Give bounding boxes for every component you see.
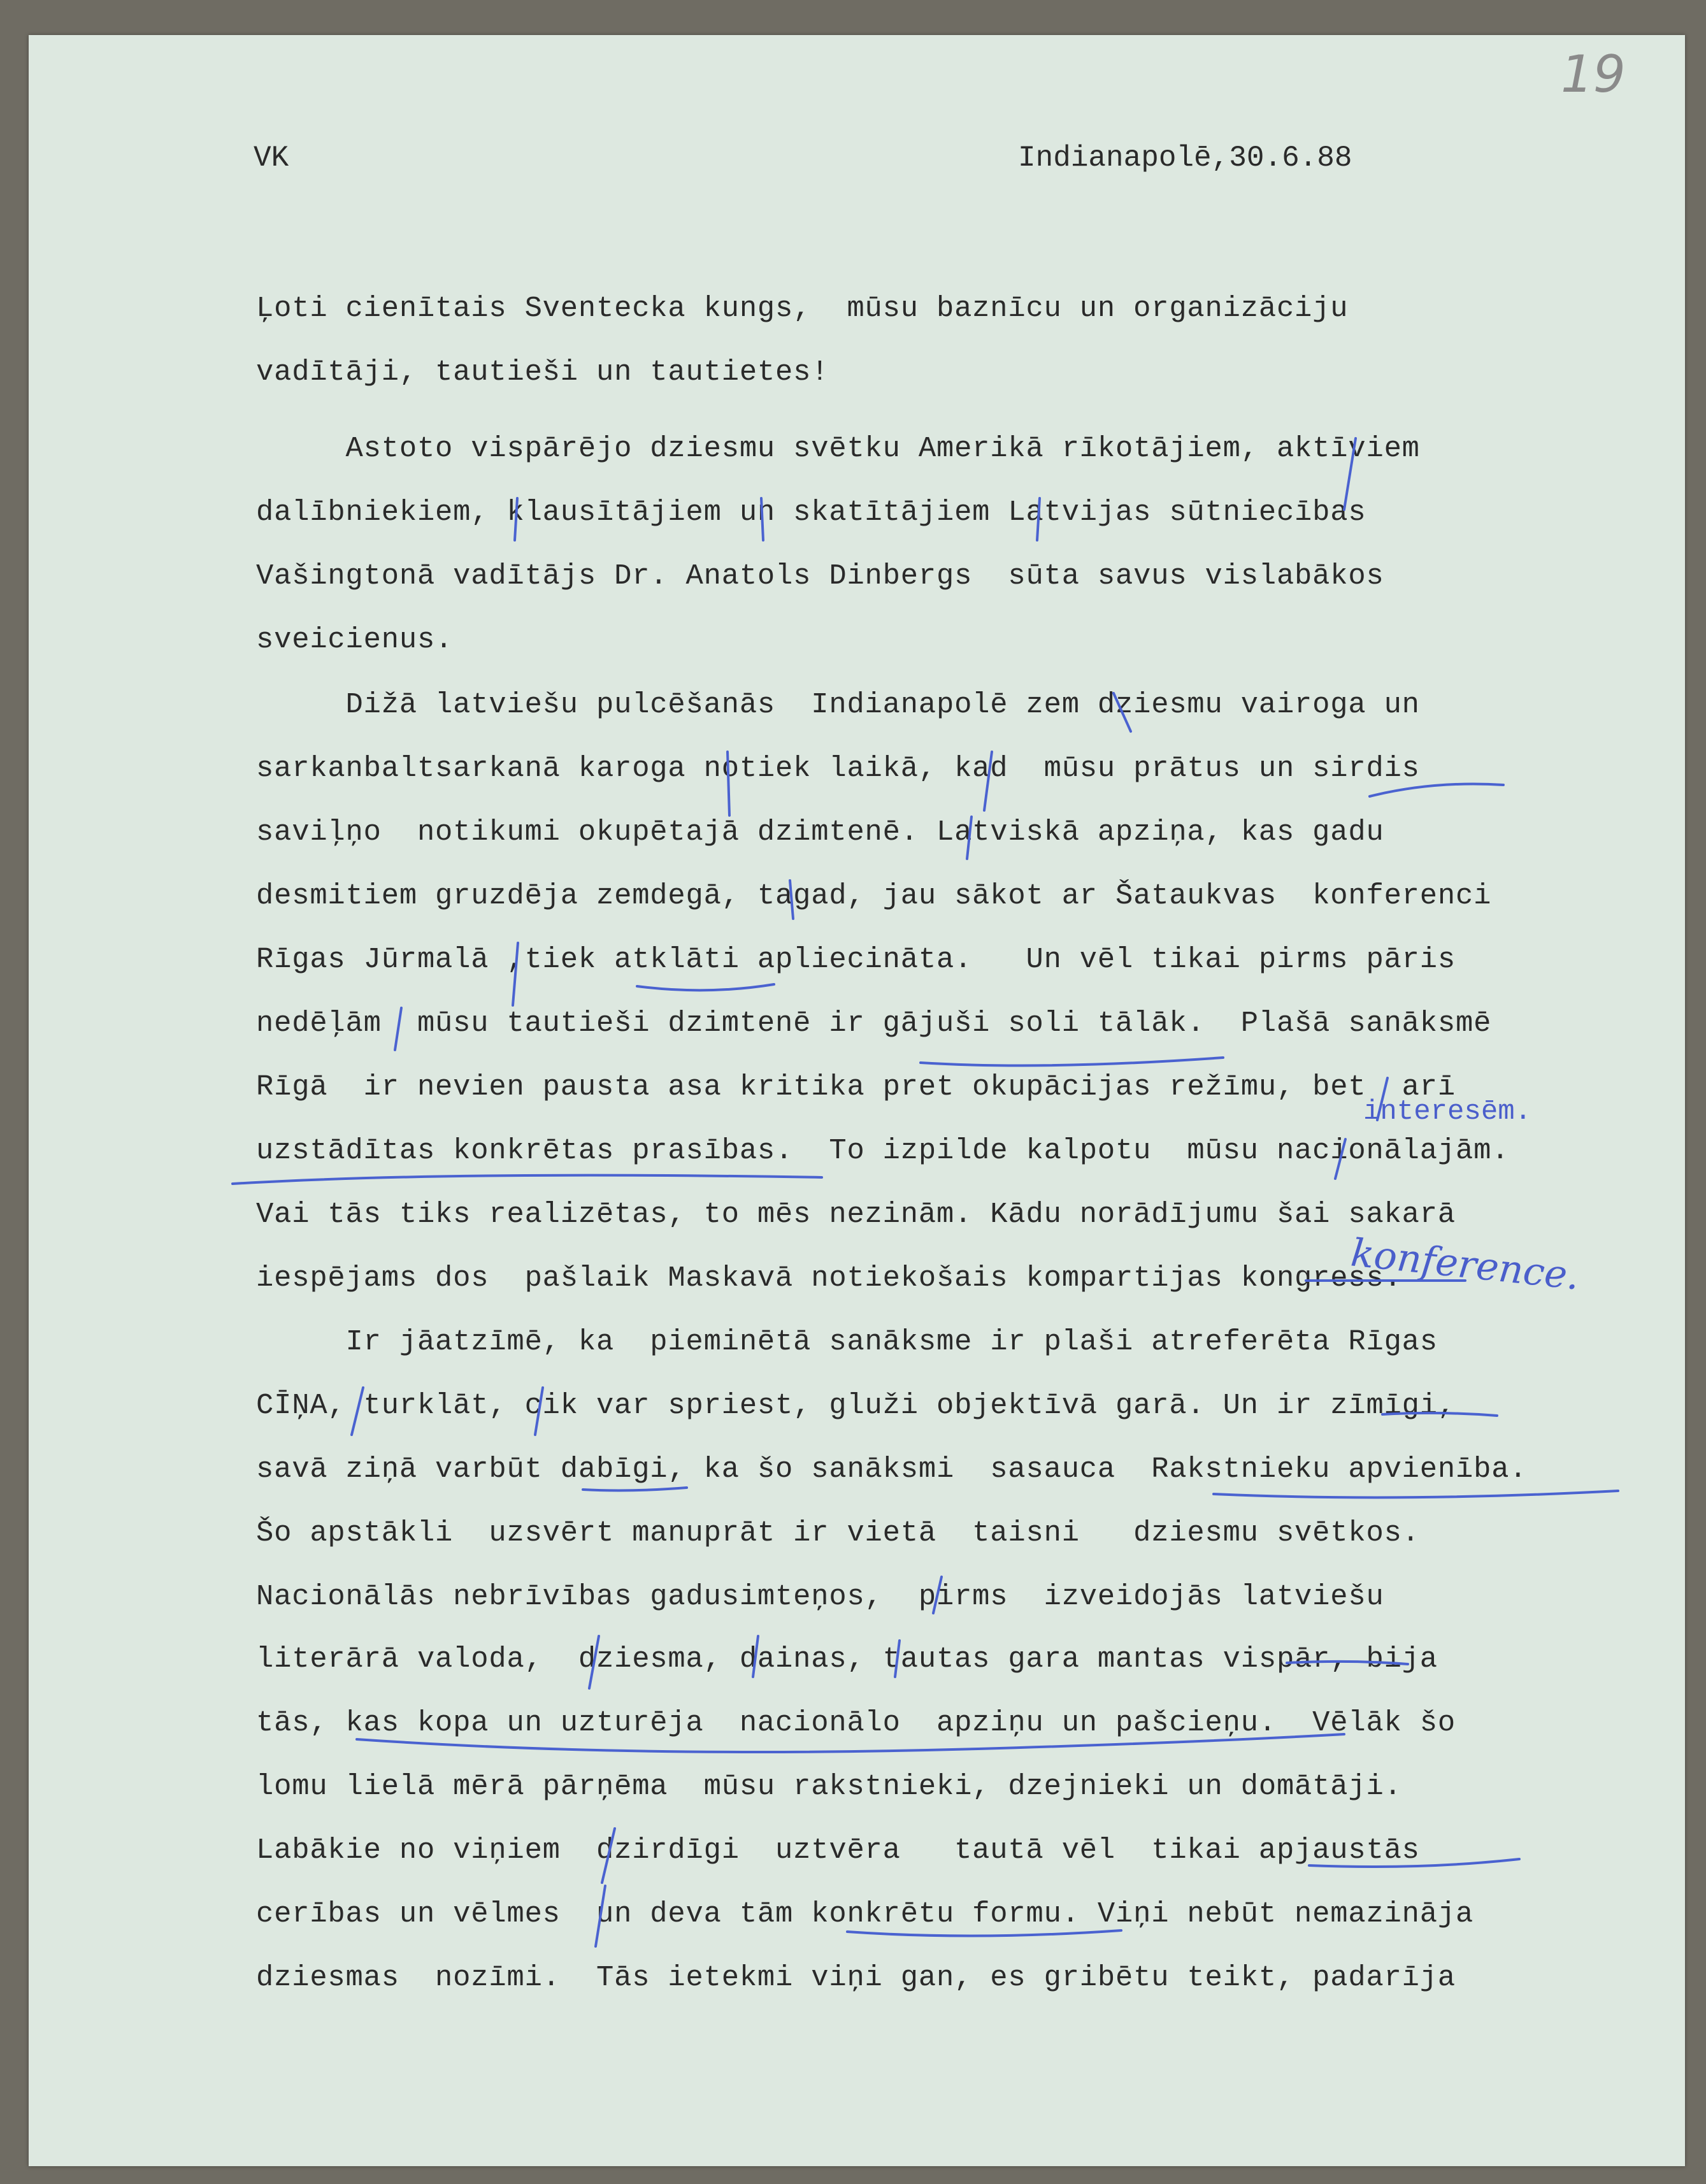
place-date: Indianapolē,30.6.88	[1018, 141, 1352, 175]
pen-underline	[1382, 1413, 1497, 1416]
pen-slash	[589, 1636, 599, 1688]
letter-line: Vai tās tiks realizētas, to mēs nezinām. Kādu norādījumu šai sakarā	[256, 1198, 1456, 1231]
letter-line: sveicienus.	[256, 623, 454, 656]
letter-line: dziesmas nozīmi. Tās ietekmi viņi gan, es gribētu teikt, padarīja	[256, 1961, 1456, 1994]
pen-slash	[761, 498, 763, 540]
letter-line: Vašingtonā vadītājs Dr. Anatols Dinbergs sūta savus vislabākos	[256, 559, 1384, 593]
letter-line: iespējams dos pašlaik Maskavā notiekošais kompartijas kongress.	[256, 1261, 1402, 1295]
pen-slash	[895, 1641, 900, 1677]
letter-line: uzstādītas konkrētas prasības. To izpilde kalpotu mūsu nacionālajām.	[256, 1134, 1510, 1167]
letter-line: sarkanbaltsarkanā karoga notiek laikā, kad mūsu prātus un sirdis	[256, 752, 1420, 785]
pen-slash	[1037, 498, 1040, 540]
page-number: 19	[1561, 45, 1626, 104]
pen-slash	[1335, 1139, 1345, 1179]
pen-underline	[357, 1734, 1344, 1752]
pen-underline	[847, 1930, 1121, 1936]
pen-underline	[1214, 1491, 1618, 1497]
pen-slash	[1114, 693, 1131, 731]
letter-line: tās, kas kopa un uzturēja nacionālo apziņu un pašcieņu. Vēlāk šo	[256, 1706, 1456, 1739]
letter-line: dalībniekiem, klausītājiem un skatītājiem Latvijas sūtniecības	[256, 496, 1366, 529]
pen-slash	[753, 1636, 758, 1677]
pen-underline	[583, 1488, 687, 1490]
pen-slash	[515, 498, 517, 540]
pen-slash	[352, 1388, 363, 1435]
pen-underline	[1370, 784, 1503, 796]
pen-slash	[535, 1388, 543, 1435]
pen-slash	[967, 817, 971, 859]
pen-slash	[395, 1008, 401, 1050]
letter-line: Šo apstākli uzsvērt manuprāt ir vietā taisni dziesmu svētkos.	[256, 1516, 1420, 1549]
pen-slash	[984, 752, 992, 810]
letter-line: Rīgas Jūrmalā ,tiek atklāti apliecināta. Un vēl tikai pirms pāris	[256, 943, 1456, 976]
pen-underline	[637, 984, 774, 990]
handwritten-correction: konference.	[1349, 1230, 1582, 1299]
letter-line: desmitiem gruzdēja zemdegā, tagad, jau sākot ar Šataukvas konferenci	[256, 879, 1492, 912]
pen-slash	[602, 1828, 615, 1883]
letter-line: CĪŅA, turklāt, cik var spriest, gluži objektīvā garā. Un ir zīmīgi,	[256, 1389, 1456, 1422]
letter-line: Labākie no viņiem dzirdīgi uztvēra tautā vēl tikai apjaustās	[256, 1834, 1420, 1867]
pen-underline	[921, 1058, 1223, 1066]
letter-line: nedēļām mūsu tautieši dzimtenē ir gājuši soli tālāk. Plašā sanāksmē	[256, 1007, 1492, 1040]
letter-line: vadītāji, tautieši un tautietes!	[256, 356, 829, 389]
pen-underline	[1287, 1662, 1408, 1664]
pen-slash	[933, 1577, 942, 1613]
letter-line: Nacionālās nebrīvības gadusimteņos, pirms izveidojās latviešu	[256, 1580, 1384, 1613]
letter-line: Ļoti cienītais Sventecka kungs, mūsu baznīcu un organizāciju	[256, 292, 1349, 325]
letter-line: literārā valoda, dziesma, dainas, tautas gara mantas vispār, bija	[256, 1642, 1438, 1676]
pen-slash	[728, 752, 729, 815]
pen-slash	[1377, 1078, 1387, 1120]
sender-initials: VK	[254, 141, 289, 175]
pen-slash	[790, 880, 793, 919]
pen-slash	[513, 943, 518, 1005]
letter-line: lomu lielā mērā pārņēma mūsu rakstnieki, dzejnieki un domātāji.	[256, 1770, 1402, 1803]
letter-line: Ir jāatzīmē, ka pieminētā sanāksme ir plaši atreferēta Rīgas	[256, 1325, 1438, 1358]
pen-slash	[1344, 438, 1356, 510]
letter-line: savā ziņā varbūt dabīgi, ka šo sanāksmi sasauca Rakstnieku apvienība.	[256, 1453, 1528, 1486]
letter-line: Dižā latviešu pulcēšanās Indianapolē zem dziesmu vairoga un	[256, 688, 1420, 721]
handwritten-insertion: interesēm.	[1363, 1096, 1532, 1128]
letter-line: Astoto vispārējo dziesmu svētku Amerikā rīkotājiem, aktīviem	[256, 432, 1420, 465]
pen-underline	[1309, 1859, 1519, 1867]
pen-slash	[596, 1886, 605, 1946]
letter-line: Rīgā ir nevien pausta asa kritika pret okupācijas režīmu, bet arī	[256, 1070, 1456, 1103]
letter-line: cerības un vēlmes un deva tām konkrētu formu. Viņi nebūt nemazināja	[256, 1897, 1474, 1930]
pen-underline	[233, 1175, 822, 1184]
letter-line: saviļņo notikumi okupētajā dzimtenē. Latviskā apziņa, kas gadu	[256, 815, 1384, 849]
